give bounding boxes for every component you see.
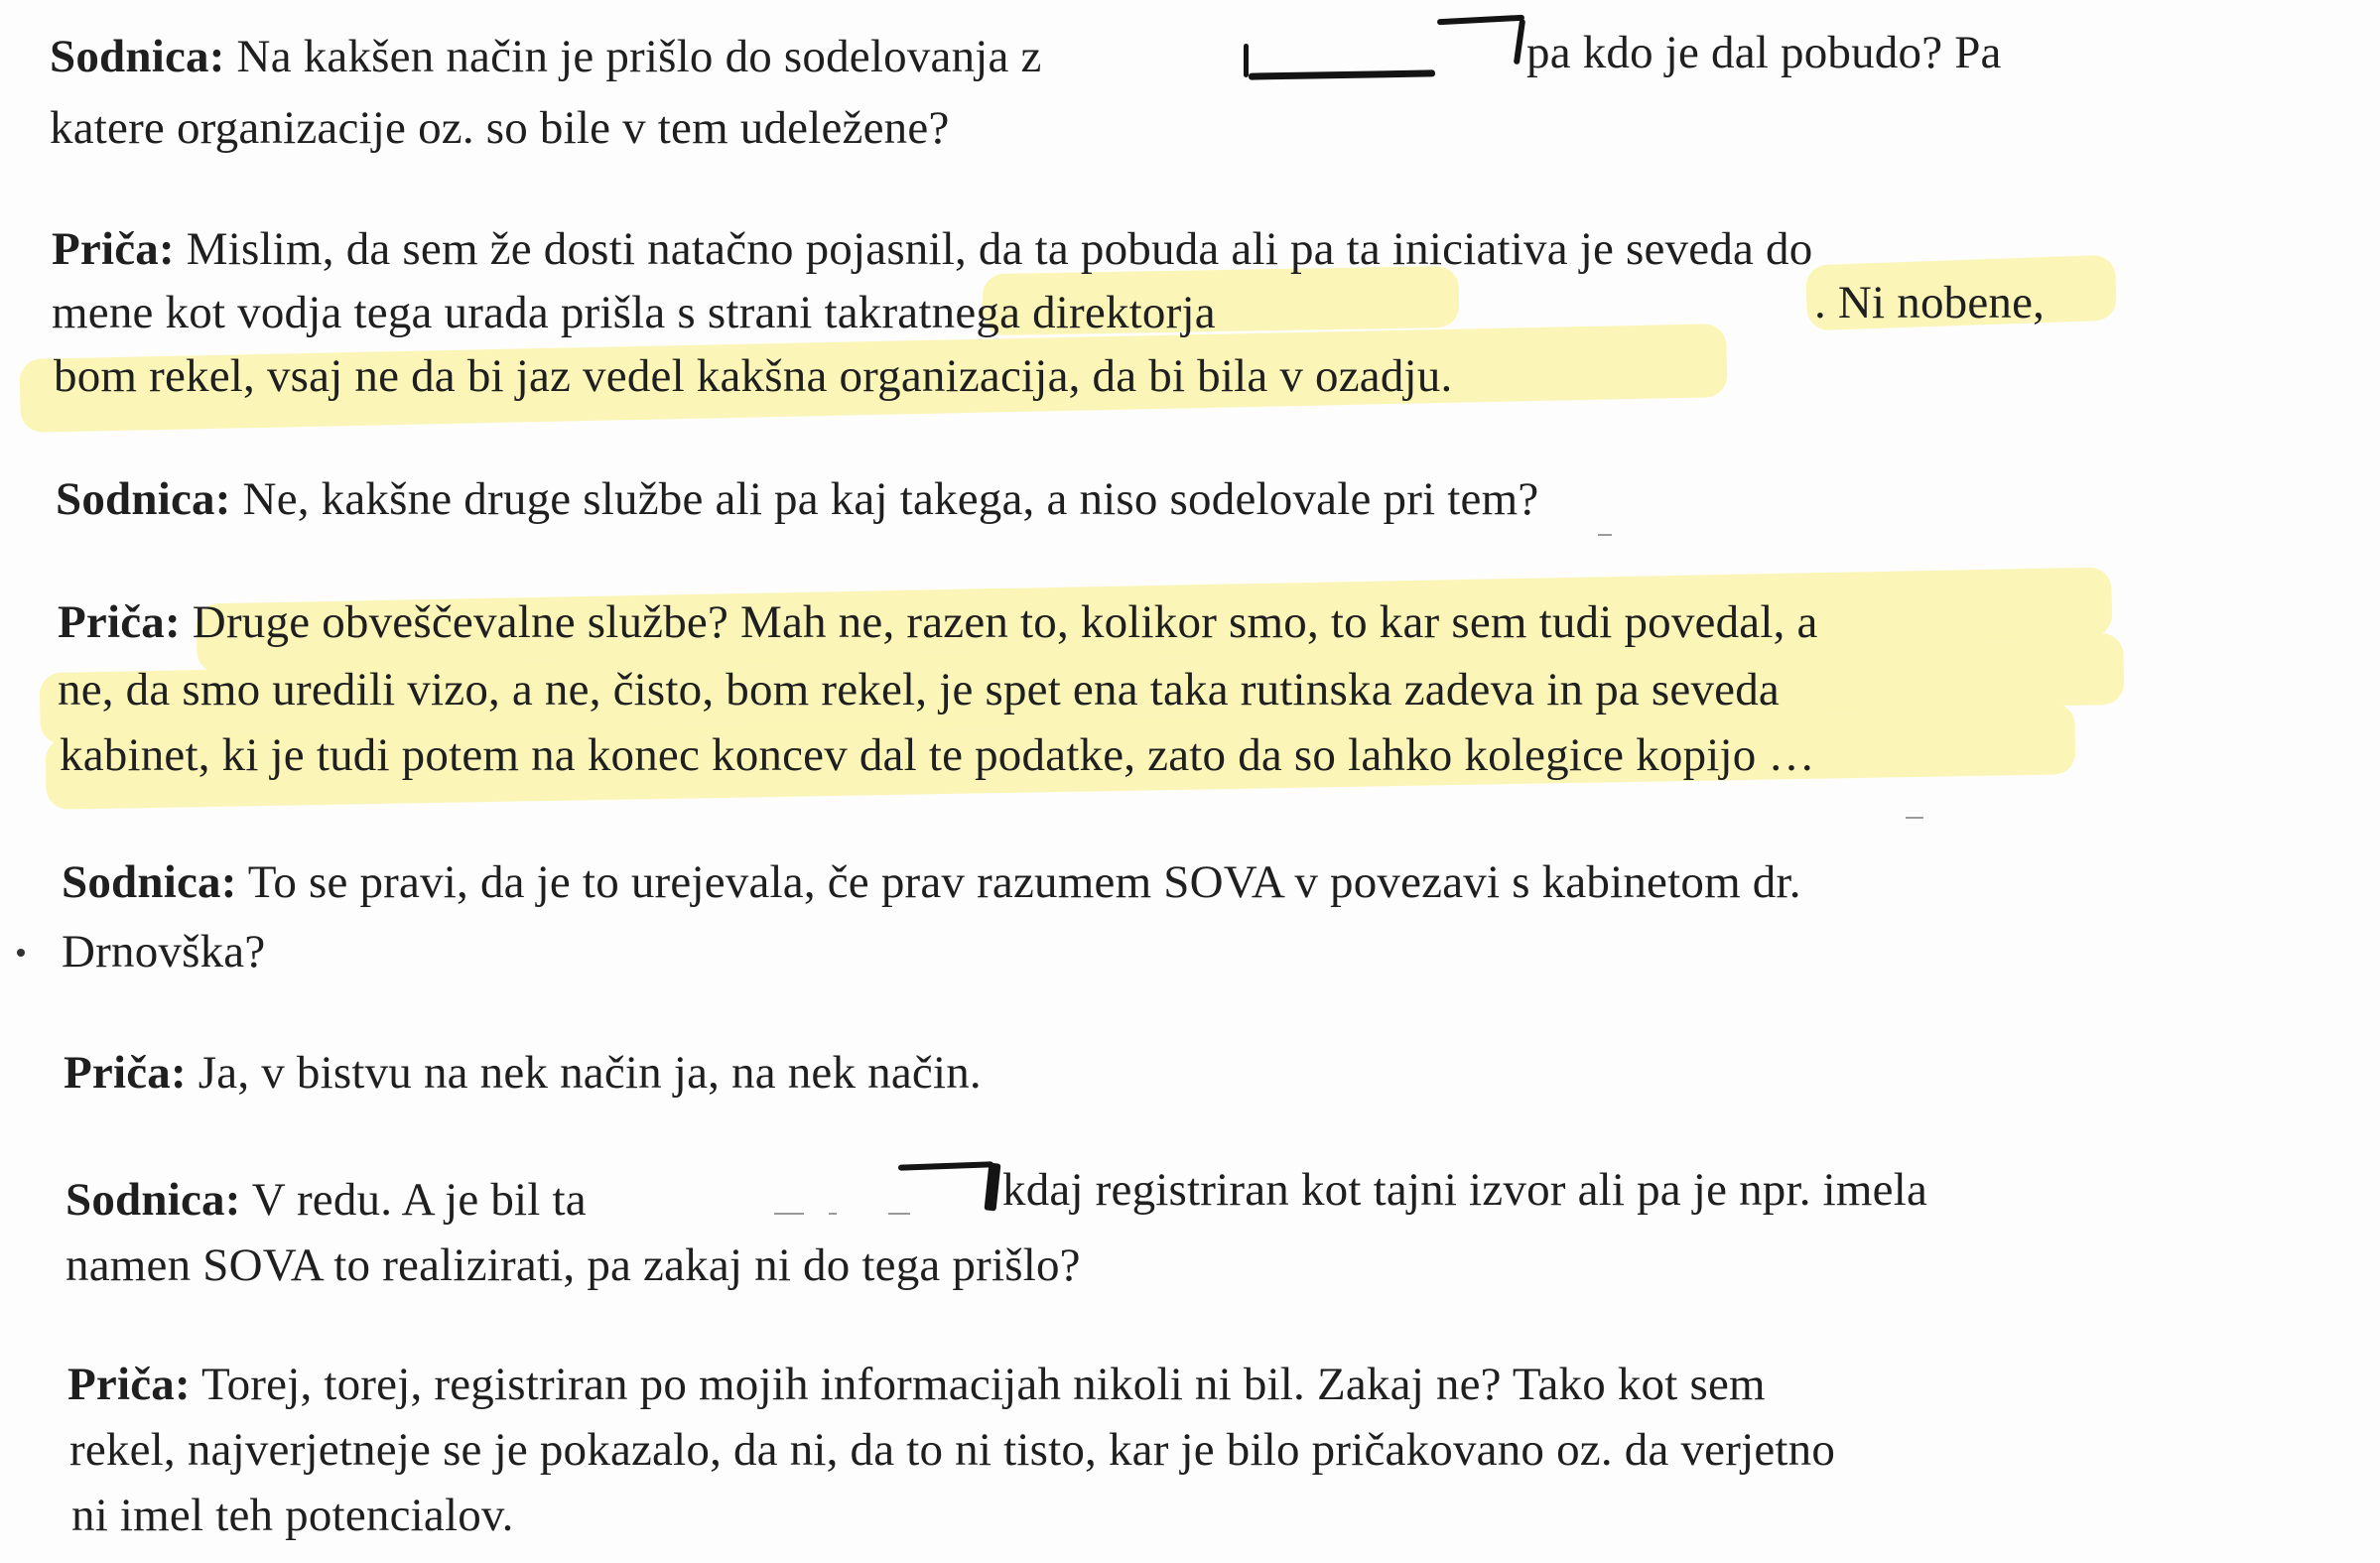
redaction-mark-1-top (1437, 15, 1524, 26)
utterance-text: To se pravi, da je to urejevala, če prav razumem SOVA v povezavi s kabinetom dr. (247, 856, 1801, 908)
utterance-text: bom rekel, vsaj ne da bi jaz vedel kakšna organizacija, da bi bila v ozadju. (54, 350, 1453, 402)
block4-line1 (58, 596, 1818, 648)
speaker-label: Sodnica: (66, 1174, 241, 1226)
utterance-text: rekel, najverjetneje se je pokazalo, da ni, da to ni tisto, kar je bilo pričakovano oz. da verjetno (69, 1424, 1836, 1476)
scan-speck-1 (1598, 534, 1612, 536)
block5-line2 (62, 926, 266, 977)
utterance-text: Na kakšen način je prišlo do sodelovanja z (236, 31, 1042, 82)
speaker-label: Priča: (52, 223, 175, 275)
utterance-text: . Ni nobene, (1814, 277, 2046, 328)
block7-line2 (66, 1239, 1081, 1291)
block4-line3 (60, 729, 1815, 781)
block2-line1 (52, 223, 1813, 275)
utterance-text: Druge obveščevalne službe? Mah ne, razen to, kolikor smo, to kar sem tudi povedal, a (192, 596, 1818, 648)
utterance-text: Drnovška? (62, 926, 266, 977)
block1-line1-tail (1526, 27, 2002, 78)
redaction-mark-2-dash (774, 1213, 804, 1215)
speaker-label: Sodnica: (56, 473, 231, 525)
redaction-mark-2-dash2 (829, 1213, 837, 1215)
utterance-text: Torej, torej, registriran po mojih informacijah nikoli ni bil. Zakaj ne? Tako kot sem (200, 1359, 1766, 1410)
block4-line2 (58, 664, 1780, 716)
redaction-mark-1-hook (1514, 19, 1525, 65)
utterance-text: Ja, v bistvu na nek način ja, na nek način. (198, 1047, 982, 1099)
utterance-text: katere organizacije oz. so bile v tem udeležene? (50, 102, 950, 154)
speaker-label: Sodnica: (62, 856, 237, 908)
utterance-text: kabinet, ki je tudi potem na konec koncev dal te podatke, zato da so lahko kolegice kopijo … (60, 729, 1815, 781)
block6-line1 (64, 1047, 982, 1099)
redaction-mark-2-top (898, 1161, 993, 1170)
block3-line1 (56, 473, 1539, 525)
utterance-text: ne, da smo uredili vizo, a ne, čisto, bom rekel, je spet ena taka rutinska zadeva in pa seveda (58, 664, 1780, 716)
speaker-label: Priča: (64, 1047, 187, 1099)
scan-speck-2 (1906, 817, 1923, 819)
block2-line2-tail (1814, 277, 2046, 328)
block1-line1 (50, 31, 1042, 82)
block8-line1 (67, 1359, 1766, 1410)
utterance-text: Mislim, da sem že dosti natačno pojasnil, da ta pobuda ali pa ta iniciativa je seveda do (186, 223, 1813, 275)
utterance-text: mene kot vodja tega urada prišla s strani takratnega direktorja (52, 287, 1216, 338)
block5-line1 (62, 856, 1801, 908)
redaction-mark-1-left (1244, 44, 1249, 77)
utterance-text: V redu. A je bil ta (251, 1174, 587, 1226)
block7-line1-tail (1002, 1164, 1928, 1216)
block1-line2 (50, 102, 950, 154)
margin-bullet (17, 949, 25, 957)
block2-line3 (54, 350, 1453, 402)
redaction-mark-2 (985, 1163, 1001, 1212)
speaker-label: Sodnica: (50, 31, 225, 82)
utterance-text: kdaj registriran kot tajni izvor ali pa je npr. imela (1002, 1164, 1928, 1216)
speaker-label: Priča: (58, 596, 181, 648)
redaction-mark-1 (1249, 69, 1435, 79)
utterance-text: namen SOVA to realizirati, pa zakaj ni do tega prišlo? (66, 1239, 1081, 1291)
block8-line3 (71, 1490, 514, 1541)
utterance-text: pa kdo je dal pobudo? Pa (1526, 27, 2002, 78)
block8-line2 (69, 1424, 1836, 1476)
utterance-text: Ne, kakšne druge službe ali pa kaj takega, a niso sodelovale pri tem? (242, 473, 1539, 525)
utterance-text: ni imel teh potencialov. (71, 1490, 514, 1541)
block7-line1 (66, 1174, 587, 1226)
block2-line2 (52, 287, 1216, 338)
redaction-mark-2-dash3 (888, 1213, 910, 1215)
speaker-label: Priča: (67, 1359, 191, 1410)
